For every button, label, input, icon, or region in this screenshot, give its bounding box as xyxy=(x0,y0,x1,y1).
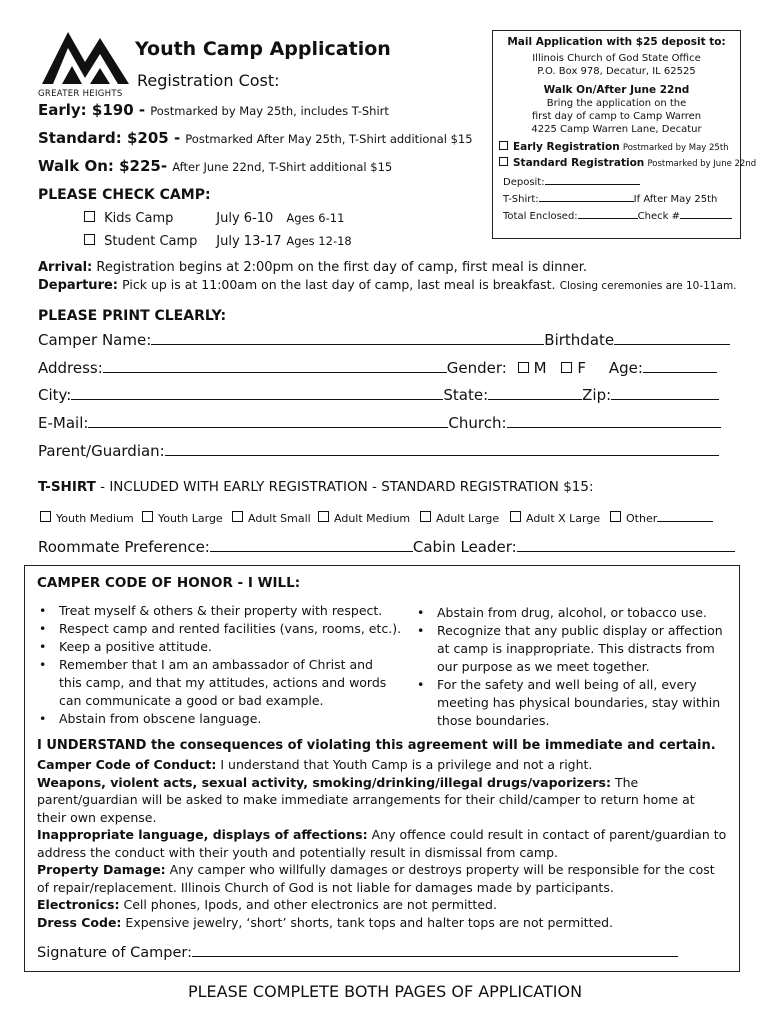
list-item: • Abstain from drug, alcohol, or tobacco use. xyxy=(415,604,730,622)
price-label: Walk On: $225- xyxy=(38,157,168,175)
rule-label: Weapons, violent acts, sexual activity, smoking/drinking/illegal drugs/vaporizers: xyxy=(37,774,611,790)
camper-name-row xyxy=(38,331,730,349)
size-label: Adult Small xyxy=(248,512,311,525)
age-label: Age: xyxy=(608,359,643,377)
list-item: • Recognize that any public display or affection at camp is inappropriate. This distracts from our purpose as we meet together. xyxy=(415,622,730,676)
parent-field[interactable] xyxy=(165,443,719,456)
rule-language xyxy=(37,826,727,861)
mail-info-box xyxy=(492,30,757,239)
size-label: Youth Large xyxy=(158,512,223,525)
walk-heading: Walk On/After June 22nd xyxy=(543,84,690,96)
camper-name-field[interactable] xyxy=(151,332,544,345)
rule-label: Property Damage: xyxy=(37,862,166,877)
walk-line2: first day of camp to Camp Warren xyxy=(531,111,702,122)
pricing-early xyxy=(38,100,389,119)
size-option[interactable] xyxy=(510,511,610,525)
kids-camp-checkbox[interactable] xyxy=(84,211,95,222)
rule-property xyxy=(37,861,727,896)
size-option[interactable] xyxy=(420,511,510,525)
registration-cost-label: Registration Cost: xyxy=(137,71,280,90)
std-reg-note: Postmarked by June 22nd xyxy=(647,159,757,169)
list-item: • Treat myself & others & their property with respect. xyxy=(37,602,412,620)
roommate-row xyxy=(38,538,735,556)
rule-text: The parent/guardian will be asked to make immediate arrangements for their child/camper to return home at their own expense. xyxy=(37,774,695,825)
list-item: • Respect camp and rented facilities (vans, rooms, etc.). xyxy=(37,620,412,638)
logo xyxy=(38,26,133,99)
departure-text2: Closing ceremonies are 10-11am. xyxy=(559,280,737,292)
arrival-line xyxy=(38,260,587,275)
size-label: Adult Large xyxy=(436,512,500,525)
departure-label: Departure: xyxy=(38,278,118,293)
deposit-field[interactable] xyxy=(493,175,740,189)
rule-conduct xyxy=(37,756,727,774)
pricing-standard xyxy=(38,128,473,147)
price-desc: After June 22nd, T-Shirt additional $15 xyxy=(172,160,393,174)
church-label: Church: xyxy=(448,414,507,432)
signature-field[interactable] xyxy=(192,944,678,957)
camp-name: Student Camp xyxy=(104,234,198,249)
size-checkbox[interactable] xyxy=(40,511,51,522)
list-item: • For the safety and well being of all, every meeting has physical boundaries, stay within those boundaries. xyxy=(415,676,730,730)
list-item: • Keep a positive attitude. xyxy=(37,638,412,656)
size-checkbox[interactable] xyxy=(142,511,153,522)
code-of-honor-box xyxy=(24,565,740,972)
parent-label: Parent/Guardian: xyxy=(38,442,165,460)
gender-f-checkbox[interactable] xyxy=(561,362,572,373)
rule-label: Inappropriate language, displays of affections: xyxy=(37,827,368,842)
rule-label: Electronics: xyxy=(37,897,120,912)
mail-heading: Mail Application with $25 deposit to: xyxy=(507,36,726,48)
logo-org: GREATER HEIGHTS xyxy=(38,89,123,99)
size-label: Adult X Large xyxy=(526,512,601,525)
total-field[interactable] xyxy=(493,209,740,223)
city-row xyxy=(38,386,719,404)
roommate-field[interactable] xyxy=(210,539,413,552)
student-camp-checkbox[interactable] xyxy=(84,234,95,245)
price-label: Early: $190 - xyxy=(38,101,146,119)
age-field[interactable] xyxy=(643,360,717,373)
list-item: • Remember that I am an ambassador of Christ and this camp, and that my attitudes, actions and words can communicate a good or bad example. xyxy=(37,656,394,710)
email-field[interactable] xyxy=(88,415,448,428)
parent-row xyxy=(38,442,719,460)
mail-addr1: Illinois Church of God State Office xyxy=(532,53,701,64)
arrival-label: Arrival: xyxy=(38,260,93,275)
mail-addr2: P.O. Box 978, Decatur, IL 62525 xyxy=(537,66,696,77)
rule-label: Camper Code of Conduct: xyxy=(37,757,217,772)
check-camp-heading: PLEASE CHECK CAMP: xyxy=(38,187,211,203)
camp-dates: July 13-17 xyxy=(216,234,282,249)
size-option[interactable] xyxy=(142,511,232,525)
early-reg-label: Early Registration xyxy=(513,141,620,153)
size-checkbox[interactable] xyxy=(318,511,329,522)
check-label: Check # xyxy=(637,211,680,222)
tshirt-heading-text: - INCLUDED WITH EARLY REGISTRATION - STANDARD REGISTRATION $15: xyxy=(95,479,594,495)
print-clearly-heading: PLEASE PRINT CLEARLY: xyxy=(38,308,227,324)
email-row xyxy=(38,414,721,432)
code-list-right xyxy=(415,604,730,730)
state-label: State: xyxy=(443,386,489,404)
gender-label: Gender: xyxy=(446,359,507,377)
camper-name-label: Camper Name: xyxy=(38,331,152,349)
city-field[interactable] xyxy=(71,387,443,400)
size-checkbox[interactable] xyxy=(510,511,521,522)
tshirt-heading-bold: T-SHIRT xyxy=(38,479,96,495)
camp-option-student[interactable] xyxy=(84,234,352,249)
rule-text: Cell phones, Ipods, and other electronics are not permitted. xyxy=(123,897,497,912)
rules-block xyxy=(37,756,727,931)
gender-m-checkbox[interactable] xyxy=(518,362,529,373)
rule-text: Any offence could result in contact of parent/guardian to address the conduct with their youth and potentially result in dismissal from camp. xyxy=(37,827,727,860)
mountain-logo-icon xyxy=(38,26,133,86)
signature-row xyxy=(37,944,678,961)
departure-line xyxy=(38,277,737,293)
deposit-label: Deposit: xyxy=(503,177,545,188)
price-desc: Postmarked After May 25th, T-Shirt additional $15 xyxy=(185,132,473,146)
tshirt-fee-note: If After May 25th xyxy=(633,194,718,205)
total-label: Total Enclosed: xyxy=(503,211,578,222)
size-checkbox[interactable] xyxy=(232,511,243,522)
early-reg-option[interactable] xyxy=(493,141,740,155)
birthdate-field[interactable] xyxy=(614,332,730,345)
camp-name: Kids Camp xyxy=(104,211,174,226)
arrival-text: Registration begins at 2:00pm on the first day of camp, first meal is dinner. xyxy=(96,260,587,275)
size-label: Adult Medium xyxy=(334,512,411,525)
code-list-left xyxy=(37,602,412,728)
signature-label: Signature of Camper: xyxy=(37,945,192,961)
roommate-label: Roommate Preference: xyxy=(38,538,210,556)
walk-line1: Bring the application on the xyxy=(546,98,687,109)
gender-f-label: F xyxy=(577,359,587,377)
std-reg-label: Standard Registration xyxy=(513,157,645,169)
birthdate-label: Birthdate xyxy=(544,331,615,349)
rule-text: Expensive jewelry, ‘short’ shorts, tank tops and halter tops are not permitted. xyxy=(125,914,614,930)
rule-text: Any camper who willfully damages or destroys property will be responsible for the cost of repair/replacement. Illinois Church of God is not liable for damages made by participants. xyxy=(37,862,715,895)
zip-label: Zip: xyxy=(582,386,612,404)
email-label: E-Mail: xyxy=(38,414,89,432)
size-checkbox[interactable] xyxy=(420,511,431,522)
understand-line: I UNDERSTAND the consequences of violating this agreement will be immediate and certain. xyxy=(37,738,716,753)
size-option[interactable] xyxy=(318,511,420,525)
std-reg-checkbox[interactable] xyxy=(499,157,508,166)
size-option[interactable] xyxy=(610,511,713,525)
early-reg-note: Postmarked by May 25th xyxy=(622,143,729,153)
rule-label: Dress Code: xyxy=(37,914,122,930)
tshirt-fee-field[interactable] xyxy=(493,192,740,206)
rule-dress xyxy=(37,914,727,932)
departure-text: Pick up is at 11:00am on the last day of camp, last meal is breakfast. xyxy=(122,277,556,292)
rule-electronics xyxy=(37,896,727,914)
address-label: Address: xyxy=(38,359,103,377)
code-heading: CAMPER CODE OF HONOR - I WILL: xyxy=(37,575,301,591)
page-title: Youth Camp Application xyxy=(135,38,391,60)
camp-ages: Ages 12-18 xyxy=(286,234,352,248)
size-option[interactable] xyxy=(232,511,318,525)
address-row xyxy=(38,359,717,377)
cabin-leader-label: Cabin Leader: xyxy=(412,538,517,556)
tshirt-fee-label: T-Shirt: xyxy=(503,194,539,205)
pricing-walkon xyxy=(38,156,392,175)
early-reg-checkbox[interactable] xyxy=(499,141,508,150)
price-label: Standard: $205 - xyxy=(38,129,181,147)
tshirt-heading xyxy=(38,479,594,495)
zip-field[interactable] xyxy=(611,387,719,400)
price-desc: Postmarked by May 25th, includes T-Shirt xyxy=(150,104,389,118)
tshirt-sizes xyxy=(40,511,713,525)
camp-option-kids[interactable] xyxy=(84,211,344,226)
size-checkbox[interactable] xyxy=(610,511,621,522)
camp-ages: Ages 6-11 xyxy=(286,211,345,225)
rule-weapons xyxy=(37,774,727,827)
church-field[interactable] xyxy=(507,415,721,428)
std-reg-option[interactable] xyxy=(493,157,757,171)
rule-text: I understand that Youth Camp is a privilege and not a right. xyxy=(220,757,593,772)
address-field[interactable] xyxy=(103,360,447,373)
size-label: Youth Medium xyxy=(56,512,134,525)
size-option[interactable] xyxy=(40,511,142,525)
cabin-leader-field[interactable] xyxy=(517,539,735,552)
city-label: City: xyxy=(38,386,72,404)
footer-note: PLEASE COMPLETE BOTH PAGES OF APPLICATION xyxy=(187,982,583,1001)
state-field[interactable] xyxy=(488,387,582,400)
other-size-field[interactable] xyxy=(657,512,713,522)
camp-dates: July 6-10 xyxy=(216,211,274,226)
size-label: Other xyxy=(626,512,658,525)
list-item: • Abstain from obscene language. xyxy=(37,710,412,728)
walk-line3: 4225 Camp Warren Lane, Decatur xyxy=(531,124,702,135)
gender-m-label: M xyxy=(533,359,547,377)
